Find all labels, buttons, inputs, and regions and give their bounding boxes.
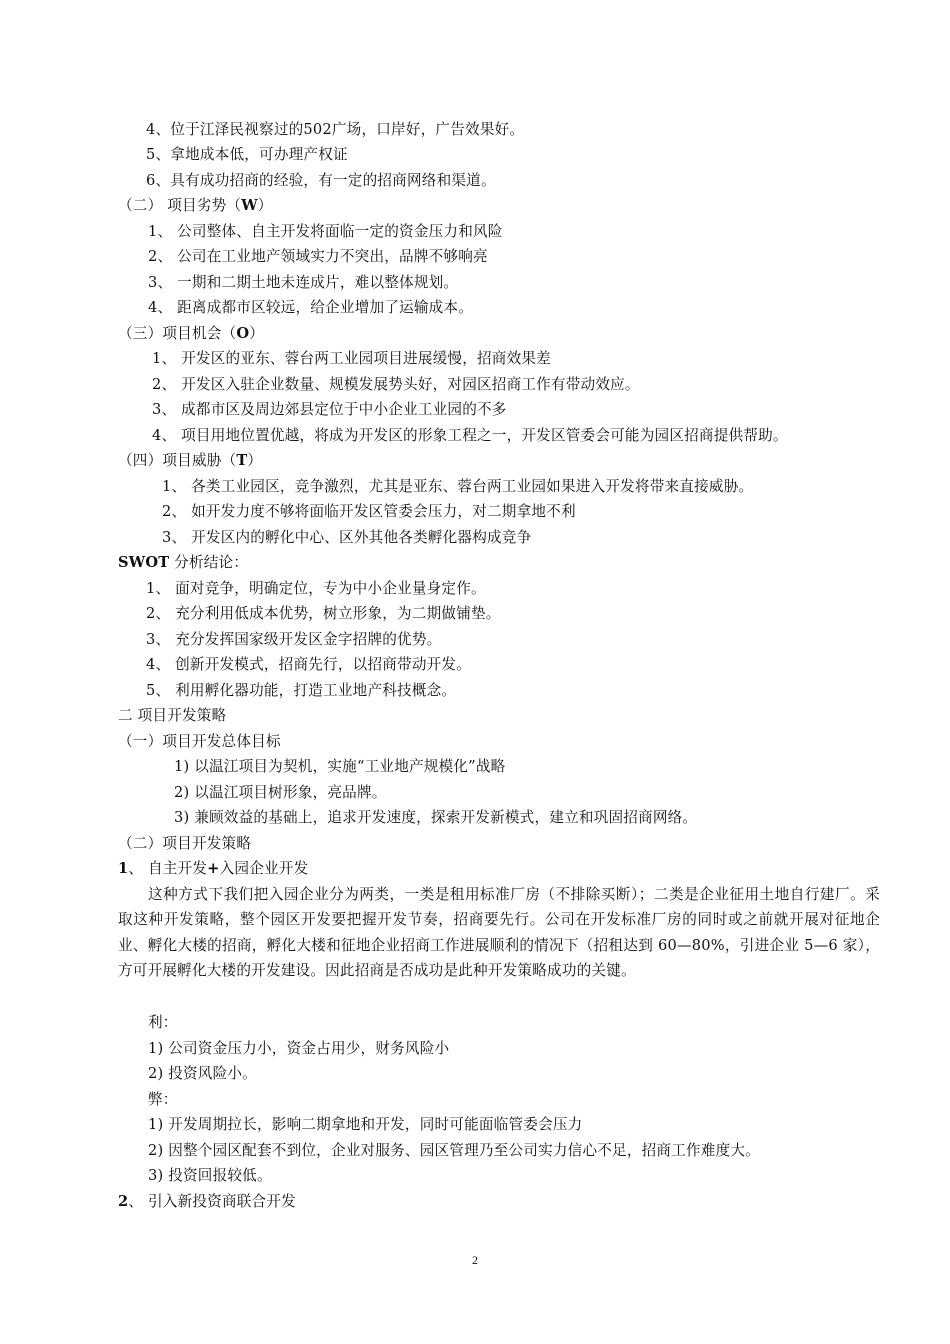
pros-item: 1) 公司资金压力小，资金占用少，财务风险小 xyxy=(148,1040,450,1057)
goal-item: 3) 兼顾效益的基础上，追求开发速度，探索开发新模式，建立和巩固招商网络。 xyxy=(174,809,698,826)
opportunity-item: 1、 开发区的亚东、蓉台两工业园项目进展缓慢，招商效果差 xyxy=(152,350,551,367)
cons-item: 1) 开发周期拉长，影响二期拿地和开发，同时可能面临管委会压力 xyxy=(148,1116,583,1133)
strategy-1-heading: 1、 自主开发+入园企业开发 xyxy=(118,860,309,877)
strength-item-5: 5、拿地成本低，可办理产权证 xyxy=(146,146,348,163)
weakness-heading: （二） 项目劣势（W） xyxy=(118,197,273,214)
strength-item-6: 6、具有成功招商的经验，有一定的招商网络和渠道。 xyxy=(146,172,496,189)
cons-item: 2) 因整个园区配套不到位，企业对服务、园区管理乃至公司实力信心不足，招商工作难度大。 xyxy=(148,1142,760,1159)
pros-item: 2) 投资风险小。 xyxy=(148,1065,257,1082)
strategy-2-heading: 2、 引入新投资商联合开发 xyxy=(118,1193,296,1210)
cons-item: 3) 投资回报较低。 xyxy=(148,1167,272,1184)
swot-conclusion-item: 5、 利用孵化器功能，打造工业地产科技概念。 xyxy=(146,682,457,699)
weakness-item: 4、 距离成都市区较远，给企业增加了运输成本。 xyxy=(148,299,473,316)
opportunity-item: 3、 成都市区及周边郊县定位于中小企业工业园的不多 xyxy=(152,401,507,418)
strategy-heading: （二）项目开发策略 xyxy=(118,835,252,852)
swot-conclusion-item: 1、 面对竞争，明确定位，专为中小企业量身定作。 xyxy=(146,580,486,597)
threat-item: 2、 如开发力度不够将面临开发区管委会压力，对二期拿地不利 xyxy=(162,503,576,520)
pros-label: 利： xyxy=(148,1014,178,1031)
weakness-item: 2、 公司在工业地产领域实力不突出，品牌不够响亮 xyxy=(148,248,488,265)
opportunity-item: 2、 开发区入驻企业数量、规模发展势头好，对园区招商工作有带动效应。 xyxy=(152,376,640,393)
weakness-item: 1、 公司整体、自主开发将面临一定的资金压力和风险 xyxy=(148,223,503,240)
goal-item: 2) 以温江项目树形象，亮品牌。 xyxy=(174,784,387,801)
swot-conclusion-heading: SWOT 分析结论： xyxy=(118,554,249,571)
page-number: 2 xyxy=(472,1253,478,1267)
strategy-1-paragraph: 这种方式下我们把入园企业分为两类，一类是租用标准厂房（不排除买断）；二类是企业征用土地自行建厂。采取这种开发策略，整个园区开发要把握开发节奏，招商要先行。公司在开发标准厂房的同时或之前就开展对征地企业、孵化大楼的招商，孵化大楼和征地企业招商工作进展顺利的情况下（招租达到 60—80%，引进企业 5—6 家），方可开展孵化大楼的开发建设。因此招商是否成功是此种开发策略成功的关键。 xyxy=(118,886,880,980)
opportunity-item: 4、 项目用地位置优越，将成为开发区的形象工程之一，开发区管委会可能为园区招商提供帮助。 xyxy=(152,427,788,444)
section-heading-development-strategy: 二 项目开发策略 xyxy=(118,707,227,724)
weakness-item: 3、 一期和二期土地未连成片，难以整体规划。 xyxy=(148,274,459,291)
swot-conclusion-item: 4、 创新开发模式，招商先行，以招商带动开发。 xyxy=(146,656,471,673)
threat-item: 1、 各类工业园区，竞争激烈，尤其是亚东、蓉台两工业园如果进入开发将带来直接威胁。 xyxy=(162,478,754,495)
strength-item-4: 4、位于江泽民视察过的502广场，口岸好，广告效果好。 xyxy=(146,121,525,138)
goal-item: 1) 以温江项目为契机，实施“工业地产规模化”战略 xyxy=(174,758,506,775)
swot-conclusion-item: 2、 充分利用低成本优势，树立形象，为二期做铺垫。 xyxy=(146,605,501,622)
overall-goal-heading: （一）项目开发总体目标 xyxy=(118,733,281,750)
cons-label: 弊： xyxy=(148,1091,178,1108)
swot-conclusion-item: 3、 充分发挥国家级开发区金字招牌的优势。 xyxy=(146,631,442,648)
opportunity-heading: （三）项目机会（O） xyxy=(118,325,265,342)
threat-item: 3、 开发区内的孵化中心、区外其他各类孵化器构成竞争 xyxy=(162,529,532,546)
threat-heading: （四）项目威胁（T） xyxy=(118,452,263,469)
